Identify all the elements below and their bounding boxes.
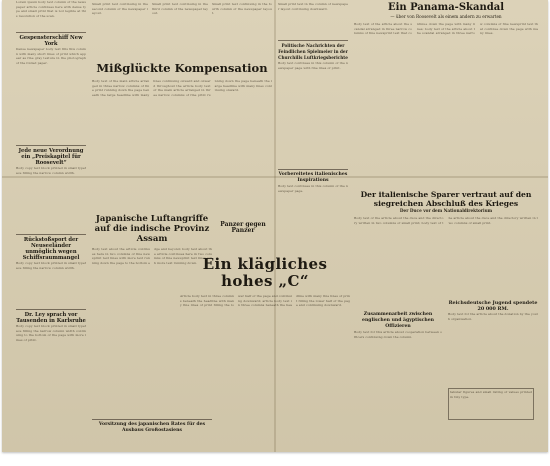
headline-kritik: Vorbereitetes italienisches Inspirations <box>278 172 348 183</box>
newspaper-page <box>2 0 548 452</box>
article-klaeglich <box>180 256 350 452</box>
column-1 <box>16 0 86 452</box>
subheadline-panama: — über von Roosevelt als einem andern zu erwarten <box>390 14 502 19</box>
headline-rueckstoss: Rückstoßsport der Neuseeländer unmöglich wegen Schiffsraummangel <box>22 237 80 261</box>
body-text: Body text for this article about cooperation between officers continuing down the column. <box>354 330 442 339</box>
body-text: Small print text continuing in the second column of the newspaper layout. <box>92 2 148 16</box>
body-text: Body text about the article continues here in two columns of fine newsprint text lines with more text running down the page to the bottom edge and beyond; body text about the article continues here in two columns of fine newsprint text lines with more text running down. <box>92 247 212 265</box>
column-2-top <box>92 2 148 60</box>
headline-luftangriffe: Japanische Luftangriffe auf die indische Provinz Assam <box>94 214 210 244</box>
column-4-top <box>212 2 272 60</box>
headline-zusammenarbeit: Zusammenarbeit zwischen englischen und ägyptischen Offizieren <box>362 312 434 329</box>
headline-japan-rates: Vorsitzung des japanischen Rates für des Ausbaus Großostasiens <box>98 422 206 433</box>
body-text: Body text continues in this column of the newspaper page with fine lines of print. <box>278 61 348 70</box>
body-text: Body text for the article about the donation by the youth organisation. <box>448 312 538 321</box>
body-text: Article body text in three columns beneath the headline with many fine lines of print filling the lower half of the page and continuing downward; article body text in three columns beneath the headline with many fine lines of print filling the lower half of the page and continuing downward. <box>180 294 350 308</box>
body-text: Small print text continuing in the fourth column of the newspaper layout. <box>212 2 272 16</box>
small-table <box>448 388 534 420</box>
body-text: Body text of the article about the duce and the directory written in two columns of small print; body text of the article about the duce and the directory written in two columns of small print. <box>354 216 538 225</box>
table-text: tabular figures and small listing of values printed in tiny type. <box>450 390 532 399</box>
body-text: Body copy text block printed in small typeface filling the narrow column width. <box>16 166 86 175</box>
article-zusammenarbeit <box>354 312 442 450</box>
body-text: Body text of the main article arranged in three narrow columns of fine print running down the page beneath the large headline with many lines continuing onward and onward throughout the article body text of the main article arranged in three narrow columns of fine print running down the page beneath the large headline with many lines continuing onward. <box>92 79 272 97</box>
article-panama <box>354 2 538 182</box>
body-text: Lorem ipsum body text column of the newspaper article continues here with dense type and small print that is not legible at this resolution of the scan. <box>16 0 86 18</box>
body-text: Body text of the article about the scandal arranged in three narrow columns of fine newsprint text that continue down the page with many lines; body text of the article about the scandal arranged in three narrow columns of fine newsprint text that continue down the page with many lines. <box>354 22 538 36</box>
article-sparer <box>354 190 538 290</box>
body-text: Small print text continuing in the third column of the newspaper layout. <box>152 2 208 16</box>
headline-spielmeier: Politische Nachrichten der Feindlichen Spielmeier in der Churchills Luftkriegsberichte <box>278 43 348 60</box>
headline-panama: Ein Panama-Skandal <box>387 2 505 13</box>
body-text: Small print text in the column of newspaper layout continuing downward. <box>278 2 348 11</box>
headline-kompensation: Mißglückte Kompensation <box>96 61 268 75</box>
column-5 <box>278 2 348 234</box>
headline-gespensterschiff: Gespensterschiff New York <box>19 35 83 47</box>
headline-panzer: Panzer gegen Panzer <box>220 221 266 234</box>
headline-klaeglich: Ein klägliches hohes „C“ <box>202 255 328 290</box>
article-panzer <box>214 222 272 234</box>
headline-sparer: Der italienische Sparer vertraut auf den siegreichen Abschluß des Krieges <box>360 190 532 208</box>
article-jugend <box>448 300 538 392</box>
column-3-top <box>152 2 208 60</box>
body-text: Body text continues in this column of the newspaper page. <box>278 184 348 193</box>
body-text: Dense newspaper body text fills this column with many short lines of print which appear as fine gray texture in the photograph of the folded paper. <box>16 47 86 65</box>
body-text: Body copy text block printed in small typeface filling the narrow column width continuing to the bottom of the page with more lines of print. <box>16 324 86 342</box>
subheadline-sparer: Der Duce vor dem Nationaldirektorium <box>399 208 493 213</box>
body-text: Body copy text block printed in small typeface filling the narrow column width. <box>16 261 86 270</box>
headline-jugend: Reichsdeutsche Jugend spendete 20 000 RM. <box>448 300 538 312</box>
headline-verordnung: Jede neue Verordnung ein „Preiskapitel für Roosevelt“ <box>18 148 84 166</box>
article-kompensation <box>92 62 272 195</box>
headline-ley: Dr. Ley sprach vor Tausenden in Karlsruhe <box>16 312 86 324</box>
